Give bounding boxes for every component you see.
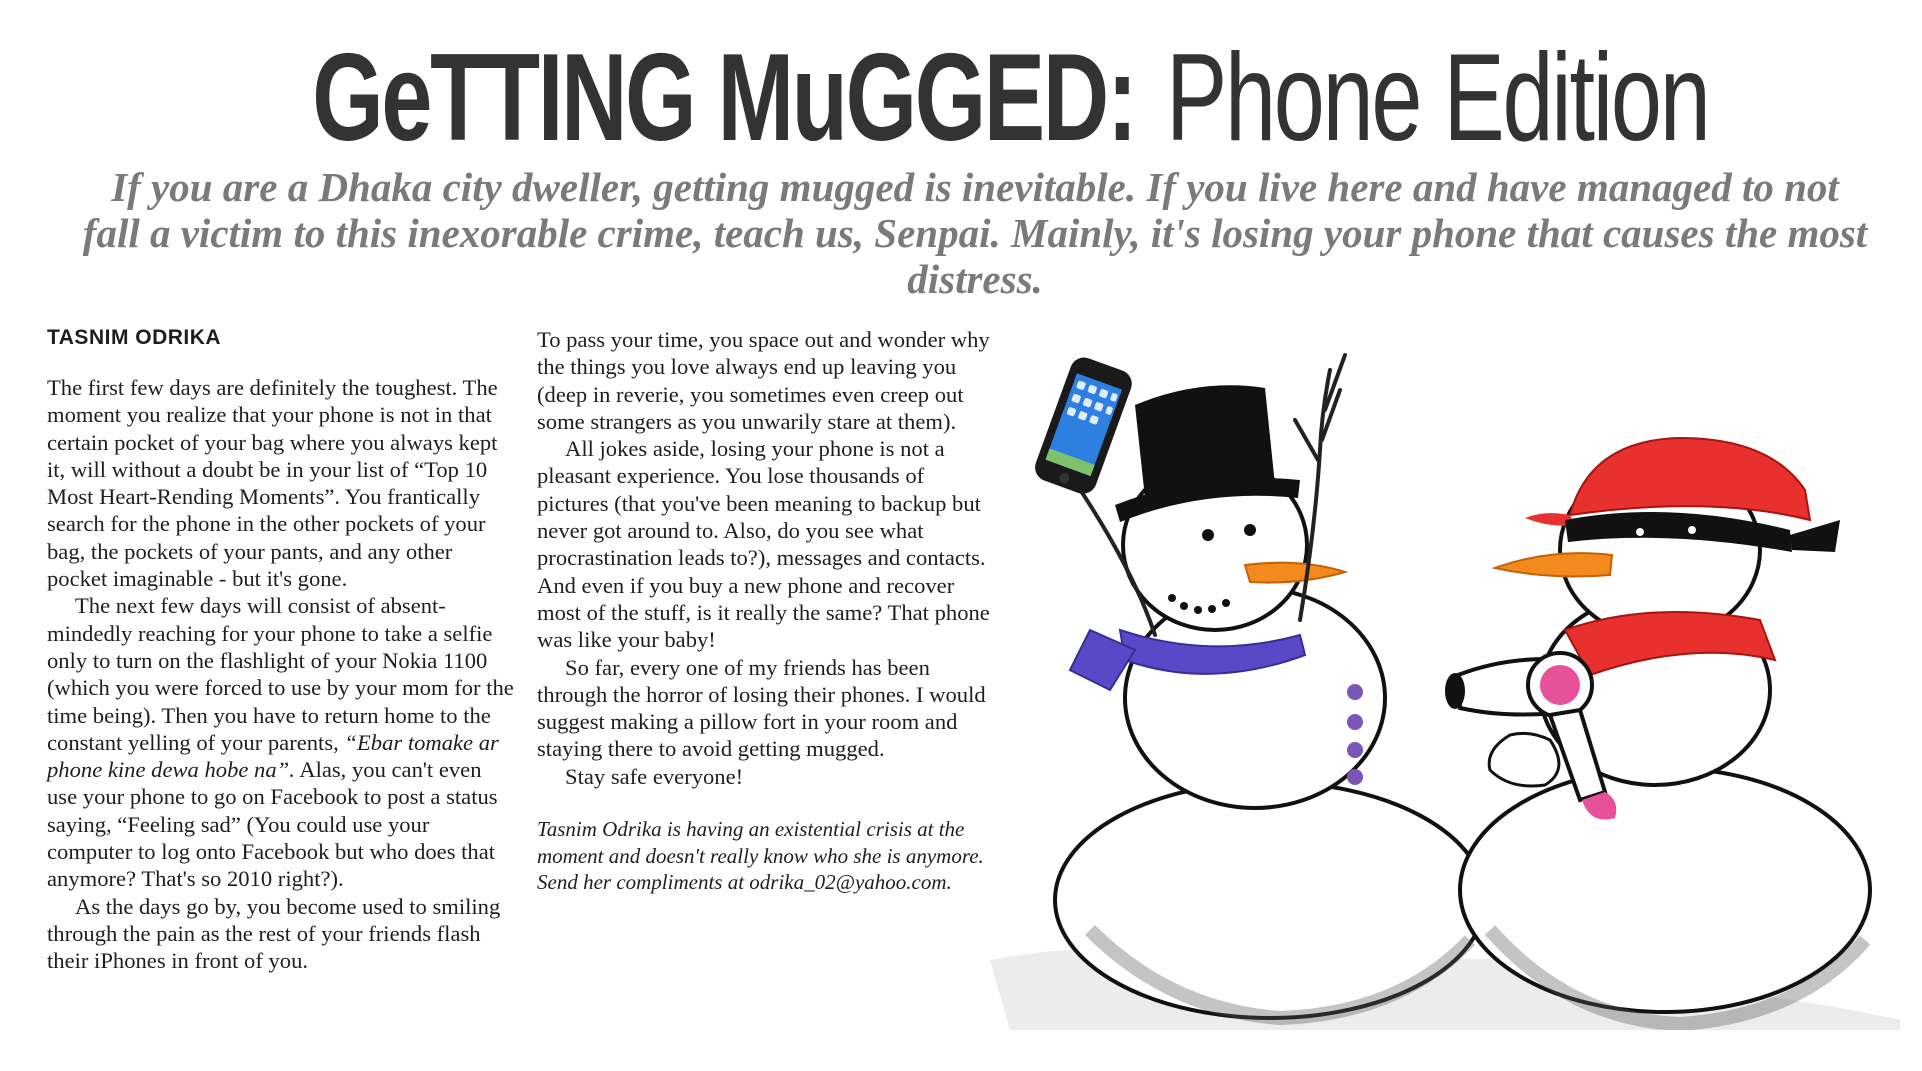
paragraph: As the days go by, you become used to smiling through the pain as the rest of your friends flash their iPhones in front of you. bbox=[47, 893, 501, 974]
carrot-nose-icon bbox=[1495, 553, 1612, 576]
paragraph-text: The next few days will consist of absent-mindedly reaching for your phone to take a selfie only to turn on the flashlight of your Nokia 1100 (which you were forced to use by your mom for the time being). Then you have to return home to the constant yelling of your parents, bbox=[47, 593, 514, 755]
paragraph: All jokes aside, losing your phone is not a pleasant experience. You lose thousands of pictures (that you've been meaning to backup but never got around to. Also, do you see what procrastination leads to?), messages and contacts. And even if you buy a new phone and recover most of the stuff, is it really the same? That phone was like your baby! bbox=[537, 436, 990, 653]
paragraph: Stay safe everyone! bbox=[565, 763, 744, 789]
headline bbox=[0, 14, 1922, 167]
hand-icon bbox=[1489, 733, 1559, 786]
author-note: Tasnim Odrika is having an existential crisis at the moment and doesn't really know who she is anymore. Send her compliments at odrika_02@yahoo.com. bbox=[537, 817, 984, 895]
paragraph bbox=[47, 592, 517, 892]
headline-bold: GeTTING MuGGED: bbox=[311, 29, 1135, 167]
phone-icon bbox=[1031, 354, 1136, 498]
snowman-mugging-illustration bbox=[950, 330, 1910, 1030]
paragraph: The first few days are definitely the toughest. The moment you realize that your phone is not in that certain pocket of your bag where you always kept it, will without a doubt be in your list of “Top 10 Most Heart-Rending Moments”. You frantically search for the phone in the other pockets of your bag, the pockets of your pants, and any other pocket imaginable - but it's gone. bbox=[47, 375, 498, 592]
paragraph: To pass your time, you space out and wonder why the things you love always end up leaving you (deep in reverie, you sometimes even creep out some strangers as you unwarily stare at them). bbox=[537, 327, 990, 434]
snowman-bottom bbox=[1460, 768, 1870, 1012]
deck-subtitle: If you are a Dhaka city dweller, getting mugged is inevitable. If you live here and have managed to not fall a victim to this inexorable crime, teach us, Senpai. Mainly, it's losing your phone that causes the most distress. bbox=[82, 164, 1868, 302]
eye-icon bbox=[1202, 529, 1214, 541]
left-snowman bbox=[1055, 460, 1485, 1018]
paragraph: So far, every one of my friends has been through the horror of losing their phones. I would suggest making a pillow fort in your room and staying there to avoid getting mugged. bbox=[537, 654, 986, 762]
byline: TASNIM ODRIKA bbox=[47, 326, 222, 349]
eye-icon bbox=[1244, 524, 1256, 536]
article-column-1 bbox=[47, 374, 517, 975]
quote: “Ebar tomake ar phone kine dewa hobe na”. bbox=[47, 729, 499, 783]
article-column-2 bbox=[537, 326, 997, 896]
headline-light: Phone Edition bbox=[1166, 29, 1709, 167]
carrot-nose-icon bbox=[1245, 563, 1345, 583]
paragraph-text: Alas, you can't even use your phone to go on Facebook to post a status saying, “Feeling sad” (You could use your computer to log onto Facebook but who does that anymore? That's so 2010 right?). bbox=[47, 757, 498, 892]
